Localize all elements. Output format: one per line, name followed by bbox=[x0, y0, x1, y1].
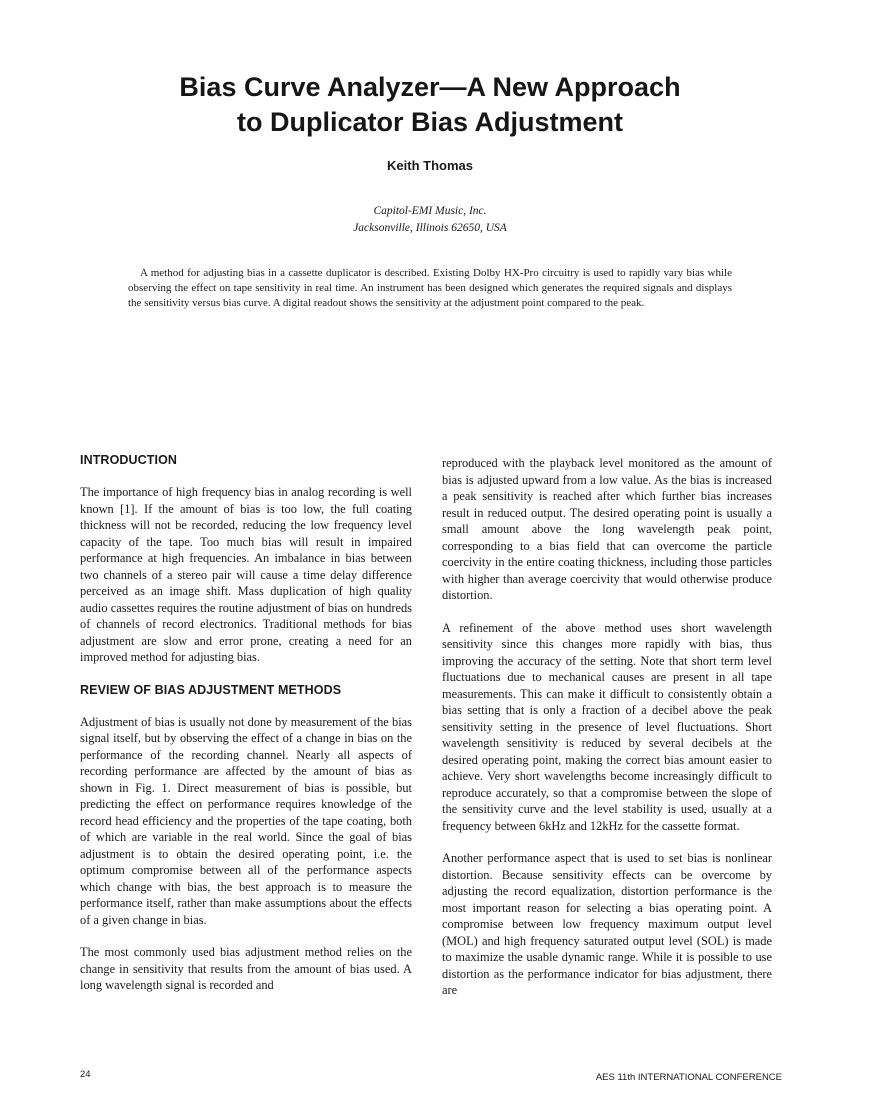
author-affiliation bbox=[0, 203, 860, 237]
right-paragraph-3: Another performance aspect that is used to set bias is nonlinear distortion. Because sensitivity effects can be overcome by adjusting the record equalization, distortion performance is the most important reason for selecting a bias operating point. A compromise between low frequency maximum output level (MOL) and high frequency saturated output level (SOL) is made to maximize the usable dynamic range. While it is possible to use distortion as the performance indicator for bias adjustment, there are bbox=[442, 851, 772, 997]
author-name: Keith Thomas bbox=[387, 158, 473, 173]
introduction-paragraph: The importance of high frequency bias in analog recording is well known [1]. If the amount of bias is too low, the full coating thickness will not be recorded, reducing the low frequency level capacity of the tape. Too much bias will result in impaired performance at high frequencies. An imbalance in bias between two channels of a stereo pair will cause a time delay difference perceived as an image shift. Mass duplication of high quality audio cassettes requires the routine adjustment of bias on hundreds of channels of record electronics. Traditional methods for bias adjustment are slow and error prone, creating a need for an improved method for adjusting bias. bbox=[80, 485, 412, 664]
abstract: A method for adjusting bias in a cassette duplicator is described. Existing Dolby HX-Pro circuitry is used to rapidly vary bias while observing the effect on tape sensitivity in real time. An instrument has been designed which generates the required signals and displays the sensitivity versus bias curve. A digital readout shows the sensitivity at the adjustment point compared to the peak. bbox=[128, 267, 732, 309]
right-paragraph-1: reproduced with the playback level monitored as the amount of bias is adjusted upward from a low value. As the bias is increased a peak sensitivity is reached after which further bias increases result in reduced output. The desired operating point is usually a small amount above the long wavelength peak point, corresponding to a bias field that can overcome the particle coercivity in the entire coating thickness, including those particles with higher than average coercivity that would otherwise produce distortion. bbox=[442, 456, 772, 602]
page-number: 24 bbox=[80, 1069, 91, 1080]
right-paragraph-2: A refinement of the above method uses short wavelength sensitivity since this changes more rapidly with bias, thus improving the accuracy of the setting. Note that short term level fluctuations due to mechanical causes are present in all tape measurements. This can make it difficult to consistently obtain a bias setting that is only a fraction of a decibel above the peak sensitivity setting in the presence of level fluctuations. Short wavelength sensitivity is reduced by several decibels at the desired operating point, making the correct bias amount easier to achieve. Very short wavelengths become increasingly difficult to reproduce accurately, so that a compromise between the slope of the sensitivity curve and the level stability is used, usually at a frequency between 6kHz and 12kHz for the cassette format. bbox=[442, 620, 772, 833]
paper-title-line-2: to Duplicator Bias Adjustment bbox=[236, 107, 624, 137]
conference-footer: AES 11th INTERNATIONAL CONFERENCE bbox=[595, 1072, 782, 1083]
review-heading: REVIEW OF BIAS ADJUSTMENT METHODS bbox=[80, 682, 342, 697]
right-column bbox=[442, 455, 772, 999]
introduction-heading: INTRODUCTION bbox=[80, 453, 178, 467]
paper-title-line-1: Bias Curve Analyzer—A New Approach bbox=[179, 72, 681, 102]
review-paragraph-2: The most commonly used bias adjustment method relies on the change in sensitivity that results from the amount of bias used. A long wavelength signal is recorded and bbox=[80, 945, 412, 992]
affiliation-location: Jacksonville, Illinois 62650, USA bbox=[353, 222, 507, 234]
left-column bbox=[80, 452, 412, 994]
review-paragraph-1: Adjustment of bias is usually not done by measurement of the bias signal itself, but by observing the effect of a change in bias on the performance of the recording channel. Nearly all aspects of recording performance are affected by the amount of bias as shown in Fig. 1. Direct measurement of bias is possible, but predicting the effect on performance requires knowledge of the record head efficiency and the properties of the tape coating, both of which are variable in the real world. Since the goal of bias adjustment is to obtain the desired operating point, i.e. the optimum compromise between all of the performance aspects which change with bias, the best approach is to measure the performance itself, rather than make assumptions about the effects of a given change in bias. bbox=[80, 714, 412, 927]
affiliation-organization: Capitol-EMI Music, Inc. bbox=[373, 205, 487, 217]
paper-title bbox=[60, 70, 800, 140]
